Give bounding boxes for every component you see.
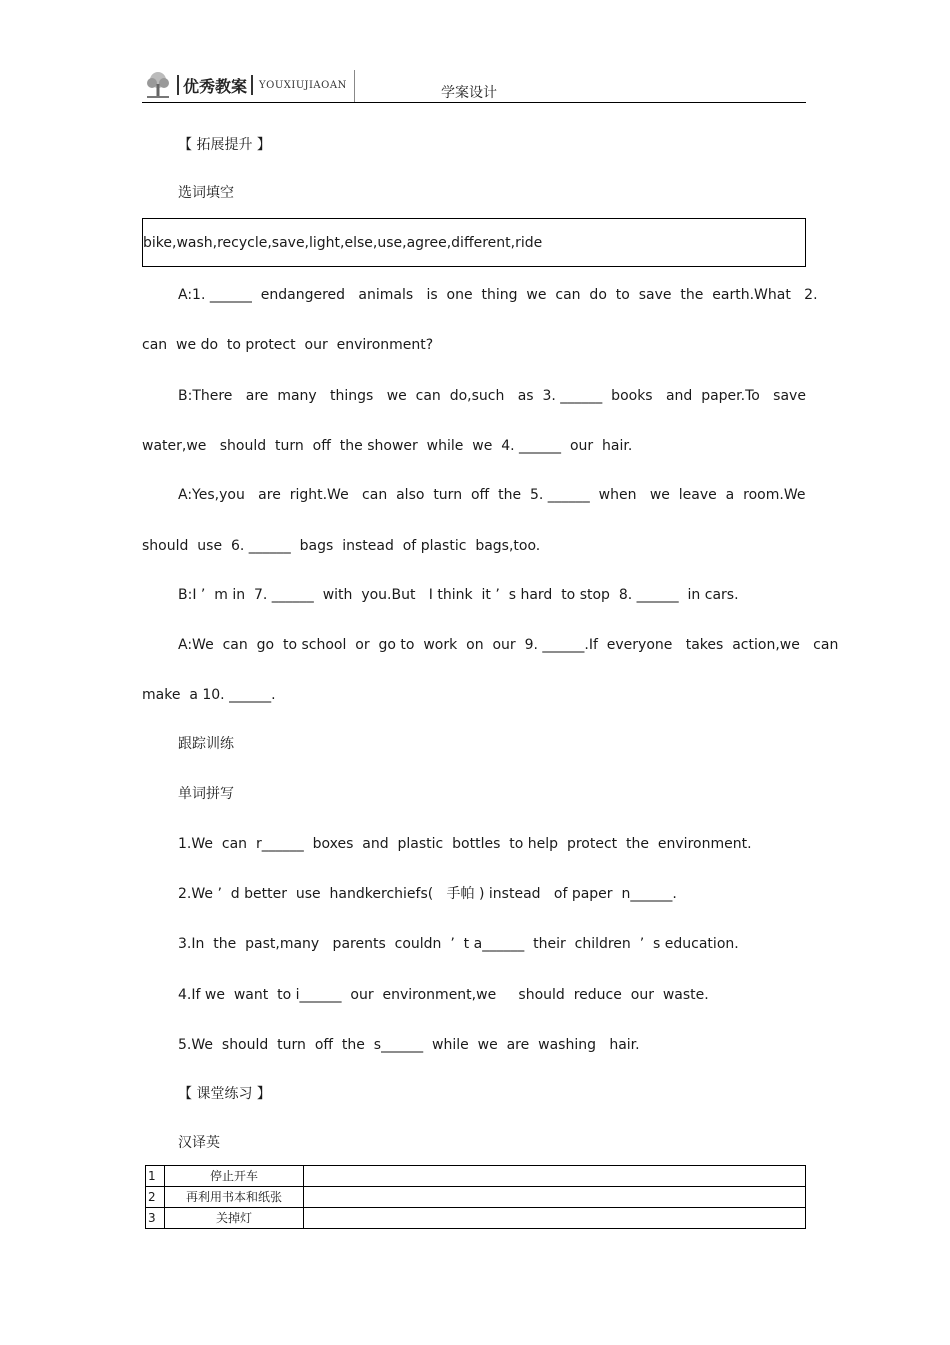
dialogue-line: make a 10. ______. [142, 687, 276, 703]
spelling-item: 4.If we want to i______ our environment,we should reduce our waste. [178, 987, 709, 1003]
header-rule [142, 102, 806, 103]
dialogue-line: water,we should turn off the shower while we 4. ______ our hair. [142, 438, 633, 454]
row-chinese: 停止开车 [165, 1166, 304, 1187]
word-bank-text: bike,wash,recycle,save,light,else,use,agree,different,ride [143, 235, 543, 251]
translation-table [145, 1165, 806, 1229]
dialogue-line: B:I ’ m in 7. ______ with you.But I think it ’ s hard to stop 8. ______ in cars. [178, 587, 739, 603]
spelling-item: 3.In the past,many parents couldn ’ t a______ their children ’ s education. [178, 936, 739, 952]
dialogue-line: can we do to protect our environment? [142, 337, 434, 353]
dialogue-line: B:There are many things we can do,such as 3. ______ books and paper.To save [178, 388, 806, 404]
dialogue-line: A:1. ______ endangered animals is one thing we can do to save the earth.What 2. [178, 287, 818, 303]
row-answer-cell[interactable] [304, 1187, 806, 1208]
logo-text-cn: 优秀教案 [183, 76, 248, 96]
row-number: 2 [146, 1187, 165, 1208]
logo-divider [177, 75, 179, 95]
section-heading-tracking: 跟踪训练 [178, 736, 234, 752]
header-logo [143, 70, 347, 100]
row-answer-cell[interactable] [304, 1208, 806, 1229]
section-heading-extension: 【 拓展提升 】 [178, 137, 271, 153]
tree-logo-icon [143, 70, 173, 100]
dialogue-line: A:Yes,you are right.We can also turn off the 5. ______ when we leave a room.We [178, 487, 806, 503]
dialogue-line: should use 6. ______ bags instead of plastic bags,too. [142, 538, 541, 554]
spelling-item: 5.We should turn off the s______ while we are washing hair. [178, 1037, 640, 1053]
word-bank-box [142, 218, 806, 267]
section-subheading-fill-blank: 选词填空 [178, 185, 234, 201]
table-row [146, 1166, 806, 1187]
row-answer-cell[interactable] [304, 1166, 806, 1187]
row-number: 3 [146, 1208, 165, 1229]
spelling-item: 2.We ’ d better use handkerchiefs( 手帕 ) instead of paper n______. [178, 886, 677, 902]
header-vertical-rule [354, 70, 355, 102]
spelling-item: 1.We can r______ boxes and plastic bottles to help protect the environment. [178, 836, 752, 852]
section-subheading-translate: 汉译英 [178, 1135, 220, 1151]
logo-text-en: YOUXIUJIAOAN [259, 79, 347, 91]
section-subheading-spelling: 单词拼写 [178, 786, 234, 802]
row-chinese: 再利用书本和纸张 [165, 1187, 304, 1208]
table-row [146, 1187, 806, 1208]
dialogue-line: A:We can go to school or go to work on our 9. ______.If everyone takes action,we can [178, 637, 839, 653]
row-chinese: 关掉灯 [165, 1208, 304, 1229]
section-heading-classwork: 【 课堂练习 】 [178, 1086, 271, 1102]
row-number: 1 [146, 1166, 165, 1187]
page-title: 学案设计 [441, 85, 497, 101]
logo-divider-2 [251, 75, 253, 95]
table-row [146, 1208, 806, 1229]
